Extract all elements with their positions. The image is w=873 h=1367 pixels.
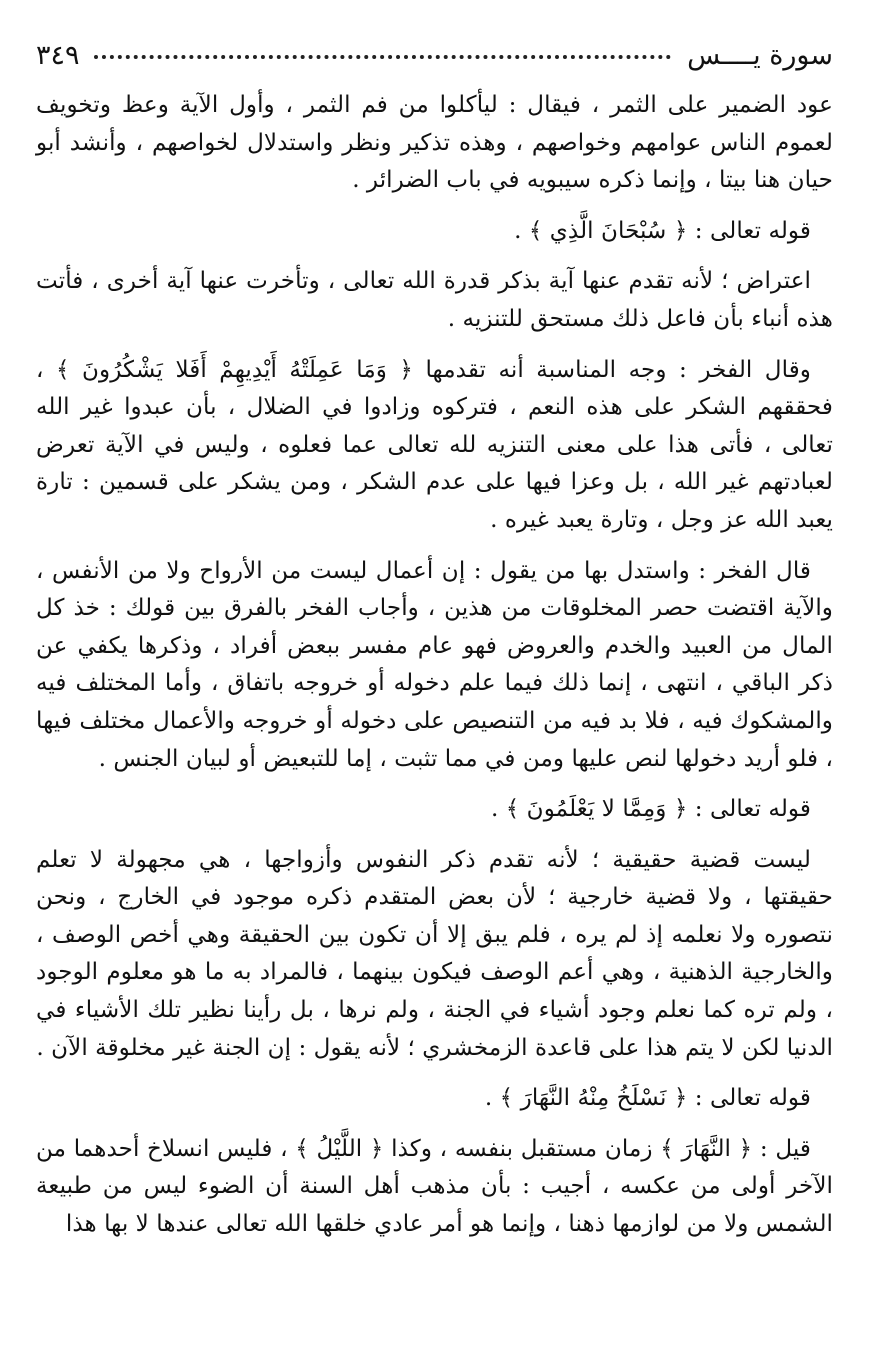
- verse-heading: قوله تعالى : ﴿ وَمِمَّا لا يَعْلَمُونَ ﴾ .: [490, 795, 811, 823]
- verse-heading: قوله تعالى : ﴿ نَسْلَخُ مِنْهُ النَّهَارَ ﴾ .: [484, 1084, 811, 1112]
- paragraph: اعتراض ؛ لأنه تقدم عنها آية بذكر قدرة الله تعالى ، وتأخرت عنها آية أخرى ، فأتت هذه أنباء بأن فاعل ذلك مستحق للتنزيه .: [36, 267, 833, 332]
- paragraph: ليست قضية حقيقية ؛ لأنه تقدم ذكر النفوس وأزواجها ، هي مجهولة لا تعلم حقيقتها ، ولا قضية خارجية ؛ لأن بعض المتقدم ذكره موجود في الخارج ، ونحن نتصوره ولا نعلمه إذ لم يره ، فلم يبق إلا أن تكون بين الحقيقة وهي أخص الوصف ، والخارجية الذهنية ، وهي أعم الوصف فيكون بينهما ، فالمراد به ما هو معلوم الوجود ، ولم تره كما نعلم وجود أشياء في الجنة ، ولم نرها ، بل رأينا نظير تلك الأشياء في الدنيا لكن لا يتم هذا على قاعدة الزمخشري ؛ لأنه يقول : إن الجنة غير مخلوقة الآن .: [36, 845, 833, 1061]
- paragraph: قال الفخر : واستدل بها من يقول : إن أعمال ليست من الأرواح ولا من الأنفس ، والآية اقتضت حصر المخلوقات من هذين ، وأجاب الفخر بالفرق بين قولك : خذ كل المال من العبيد والخدم والعروض فهو عام مفسر ببعض أفراد ، وذكرها يكفي عن ذكر الباقي ، انتهى ، إنما ذلك فيما علم دخوله أو خروجه باتفاق ، وأما المختلف فيه والمشكوك فيه ، فلا بد فيه من التنصيص على دخوله أو خروجه والأعمال مختلف فيها ، فلو أريد دخولها لنص عليها ومن في مما تثبت ، إما للتبعيض أو لبيان الجنس .: [36, 556, 833, 772]
- page-header: [36, 30, 833, 80]
- verse-heading: قوله تعالى : ﴿ سُبْحَانَ الَّذِي ﴾ .: [514, 216, 811, 244]
- paragraph: قيل : ﴿ النَّهَارَ ﴾ زمان مستقبل بنفسه ، وكذا ﴿ اللَّيْلُ ﴾ ، فليس انسلاخ أحدهما من الآخر أولى من عكسه ، أجيب : بأن مذهب أهل السنة أن الضوء ليس من طبيعة الشمس ولا من لوازمها ذهنا ، وإنما هو أمر عادي خلقها الله تعالى عندها لا بها هذا: [36, 1134, 833, 1238]
- page-number: ٣٤٩: [36, 39, 80, 71]
- paragraph: عود الضمير على الثمر ، فيقال : ليأكلوا من فم الثمر ، وأول الآية وعظ وتخويف لعموم الناس عوامهم وخواصهم ، وهذه تذكير ونظر واستدلال لخواصهم ، وأنشد أبو حيان هنا بيتا ، وإنما ذكره سيبويه في باب الضرائر .: [36, 91, 833, 194]
- running-title: سورة يــــس: [687, 39, 833, 71]
- header-dotted-rule: [94, 55, 672, 59]
- paragraph: وقال الفخر : وجه المناسبة أنه تقدمها ﴿ وَمَا عَمِلَتْهُ أَيْدِيهِمْ أَفَلا يَشْكُرُونَ ﴾ ، فحققهم الشكر على هذه النعم ، فتركوه وزادوا في الضلال ، بأن عبدوا غير الله تعالى ، فأتى هذا على معنى التنزيه لله تعالى عما فعلوه ، وليس في الآية تعرض لعبادتهم غير الله ، بل وعزا فيها على عدم الشكر ، ومن يشكر على قسمين : تارة يعبد الله عز وجل ، وتارة يعبد غيره .: [36, 355, 833, 533]
- page-body: [36, 86, 833, 1256]
